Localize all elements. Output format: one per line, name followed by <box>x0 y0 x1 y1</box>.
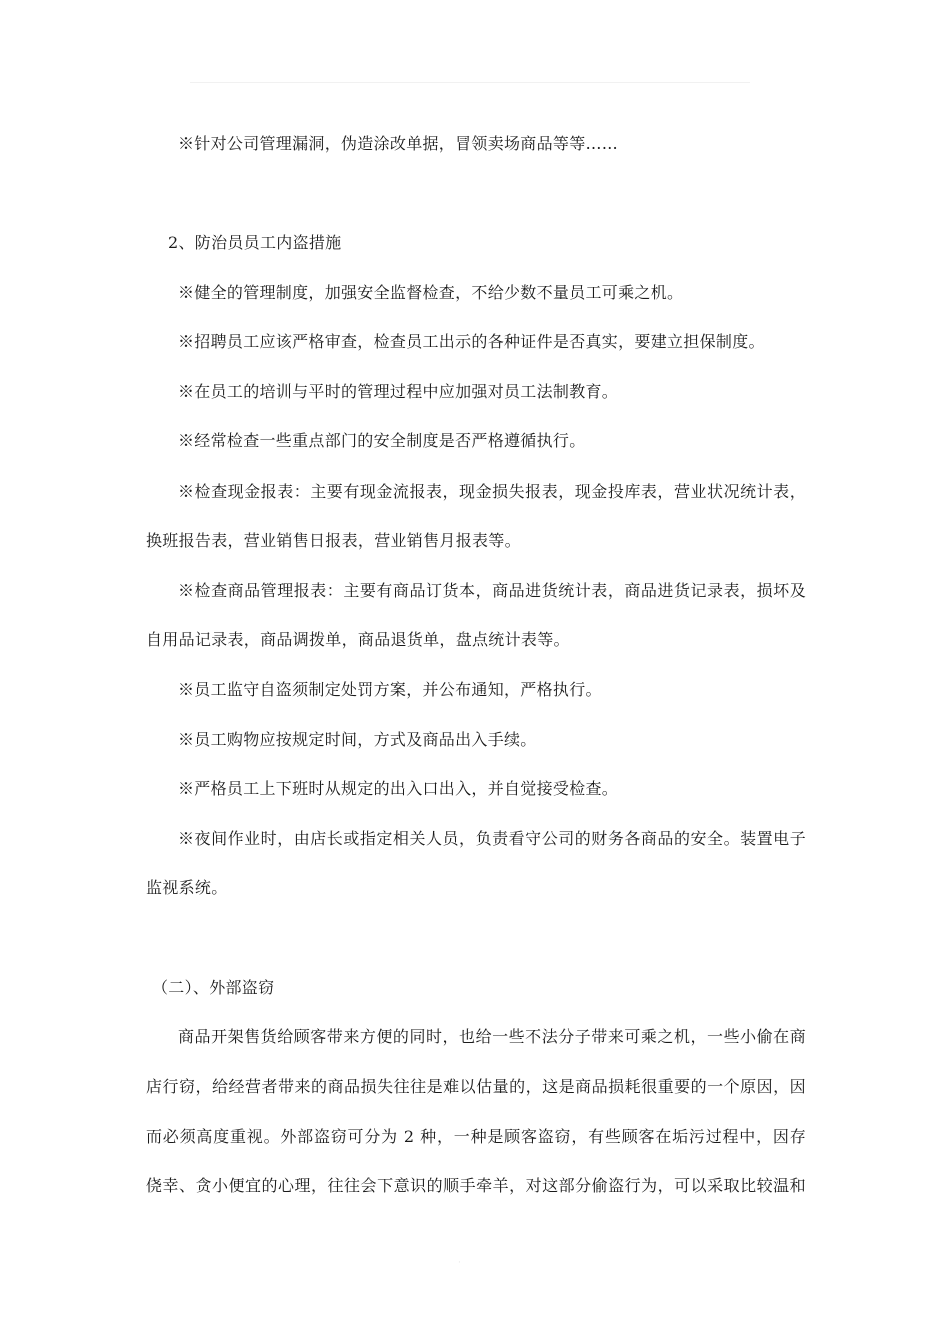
cash-reports-line1: ※检查现金报表：主要有现金流报表，现金损失报表，现金投库表，营业状况统计表， <box>178 482 806 501</box>
external-heading: （二）、外部盗窃 <box>152 978 275 997</box>
night-line1: ※夜间作业时，由店长或指定相关人员，负责看守公司的财务各商品的安全。装置电子 <box>178 829 806 848</box>
measure-item: ※经常检查一些重点部门的安全制度是否严格遵循执行。 <box>178 431 586 450</box>
goods-reports-line1: ※检查商品管理报表：主要有商品订货本，商品进货统计表，商品进货记录表，损坏及 <box>178 581 806 600</box>
measure-item: ※员工监守自盗须制定处罚方案，并公布通知，严格执行。 <box>178 680 602 699</box>
external-para-line: 商品开架售货给顾客带来方便的同时，也给一些不法分子带来可乘之机，一些小偷在商 <box>178 1027 806 1046</box>
cash-reports-line2: 换班报告表，营业销售日报表，营业销售月报表等。 <box>146 531 521 550</box>
measure-item: ※严格员工上下班时从规定的出入口出入，并自觉接受检查。 <box>178 779 619 798</box>
measure-item: ※健全的管理制度，加强安全监督检查，不给少数不量员工可乘之机。 <box>178 283 684 302</box>
footer-watermark: · <box>458 1258 461 1268</box>
measure-item: ※员工购物应按规定时间，方式及商品出入手续。 <box>178 730 537 749</box>
measure-item: ※招聘员工应该严格审查，检查员工出示的各种证件是否真实，要建立担保制度。 <box>178 332 765 351</box>
external-para-line: 而必须高度重视。外部盗窃可分为 2 种，一种是顾客盗窃，有些顾客在垢污过程中，因存 <box>146 1127 806 1146</box>
measure-item: ※在员工的培训与平时的管理过程中应加强对员工法制教育。 <box>178 382 619 401</box>
external-para-line: 侥幸、贪小便宜的心理，往往会下意识的顺手牵羊，对这部分偷盗行为，可以采取比较温和 <box>146 1176 806 1195</box>
external-para-line: 店行窃，给经营者带来的商品损失往往是难以估量的，这是商品损耗很重要的一个原因，因 <box>146 1077 806 1096</box>
section2-heading: 2、防治员员工内盗措施 <box>168 233 342 252</box>
night-line2: 监视系统。 <box>146 878 228 897</box>
header-rule <box>190 82 750 83</box>
section1-tail-text: ※针对公司管理漏洞，伪造涂改单据，冒领卖场商品等等…… <box>178 134 619 153</box>
goods-reports-line2: 自用品记录表，商品调拨单，商品退货单，盘点统计表等。 <box>146 630 570 649</box>
